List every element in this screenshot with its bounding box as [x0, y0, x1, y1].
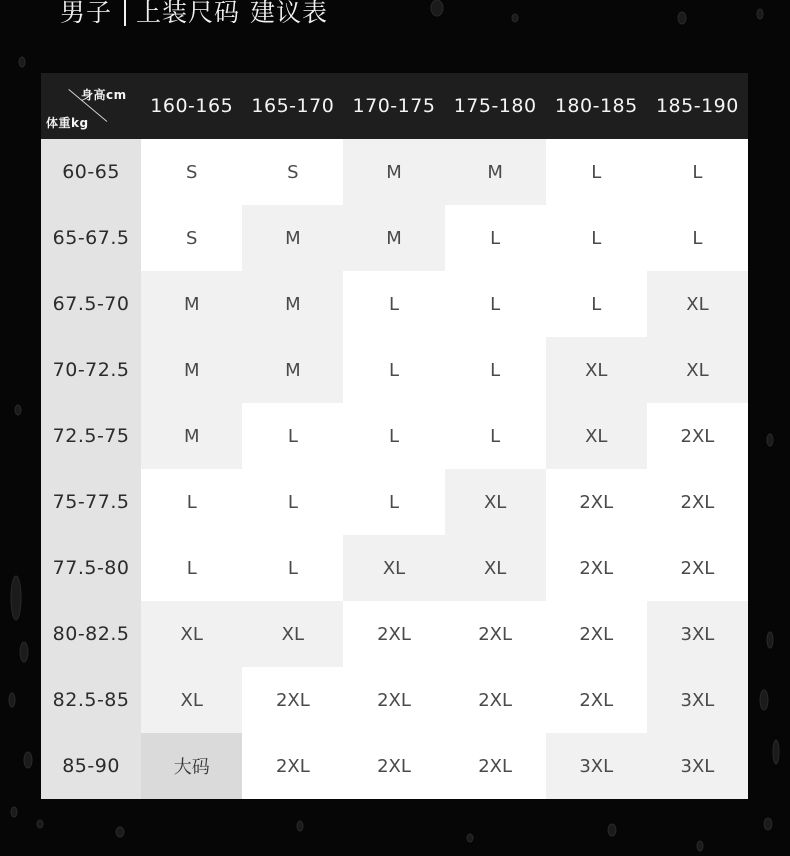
corner-header [41, 73, 141, 139]
height-column-header: 180-185 [554, 95, 638, 117]
weight-row-header: 75-77.5 [41, 469, 141, 535]
size-cell: 2XL [546, 667, 647, 733]
table-row [41, 271, 748, 337]
weight-row-header: 80-82.5 [41, 601, 141, 667]
size-cell: L [546, 139, 647, 205]
size-cell: M [141, 271, 242, 337]
title-divider [124, 0, 126, 26]
page-title [60, 0, 328, 32]
weight-row-header: 60-65 [41, 139, 141, 205]
size-chart-table [41, 73, 748, 799]
table-row [41, 139, 748, 205]
size-cell: 2XL [647, 403, 748, 469]
size-cell: 2XL [242, 667, 343, 733]
size-cell: 2XL [343, 733, 444, 799]
height-column-header: 170-175 [352, 95, 436, 117]
size-cell: L [445, 205, 546, 271]
size-cell: M [343, 139, 444, 205]
table-row [41, 403, 748, 469]
size-cell: L [647, 205, 748, 271]
table-row [41, 205, 748, 271]
size-cell: L [445, 271, 546, 337]
size-cell: XL [242, 601, 343, 667]
size-cell: XL [647, 337, 748, 403]
table-row [41, 337, 748, 403]
size-cell: L [242, 469, 343, 535]
size-cell: 3XL [647, 601, 748, 667]
size-cell: XL [445, 469, 546, 535]
size-cell: 2XL [647, 469, 748, 535]
size-cell: L [546, 271, 647, 337]
size-cell: 3XL [647, 733, 748, 799]
size-cell: 2XL [546, 601, 647, 667]
size-cell: S [141, 205, 242, 271]
size-cell: 2XL [445, 601, 546, 667]
size-cell: L [141, 535, 242, 601]
title-suffix: 建议表 [250, 0, 329, 27]
size-cell: XL [141, 601, 242, 667]
size-cell: M [343, 205, 444, 271]
size-cell: M [141, 337, 242, 403]
size-cell: 2XL [242, 733, 343, 799]
size-cell: L [445, 403, 546, 469]
size-cell: M [242, 205, 343, 271]
weight-row-header: 70-72.5 [41, 337, 141, 403]
table-row [41, 535, 748, 601]
height-column-header: 165-170 [251, 95, 335, 117]
size-cell: L [546, 205, 647, 271]
size-cell: 3XL [647, 667, 748, 733]
table-row [41, 733, 748, 799]
size-cell: XL [141, 667, 242, 733]
height-column-header: 185-190 [655, 95, 739, 117]
weight-row-header: 77.5-80 [41, 535, 141, 601]
height-axis-label: 身高cm [81, 88, 127, 102]
size-cell: M [445, 139, 546, 205]
header-row [41, 73, 748, 139]
weight-axis-label: 体重kg [46, 116, 89, 130]
size-cell: 2XL [546, 535, 647, 601]
weight-row-header: 85-90 [41, 733, 141, 799]
size-cell: L [647, 139, 748, 205]
size-cell: L [343, 469, 444, 535]
size-cell: M [141, 403, 242, 469]
weight-row-header: 82.5-85 [41, 667, 141, 733]
title-gender: 男子 [60, 0, 113, 27]
size-cell: M [242, 337, 343, 403]
size-cell: L [445, 337, 546, 403]
size-cell: 大码 [141, 733, 242, 799]
height-column-header: 160-165 [150, 95, 234, 117]
size-cell: S [242, 139, 343, 205]
size-cell: XL [343, 535, 444, 601]
size-cell: 2XL [343, 601, 444, 667]
height-column-header: 175-180 [453, 95, 537, 117]
table-row [41, 601, 748, 667]
size-cell: L [242, 403, 343, 469]
size-cell: 2XL [445, 667, 546, 733]
size-cell: XL [445, 535, 546, 601]
size-cell: XL [647, 271, 748, 337]
size-cell: L [343, 271, 444, 337]
size-cell: XL [546, 403, 647, 469]
size-cell: 2XL [546, 469, 647, 535]
weight-row-header: 67.5-70 [41, 271, 141, 337]
size-cell: S [141, 139, 242, 205]
size-cell: 2XL [445, 733, 546, 799]
size-cell: L [343, 337, 444, 403]
size-cell: L [343, 403, 444, 469]
size-cell: 2XL [647, 535, 748, 601]
table-row [41, 469, 748, 535]
weight-row-header: 65-67.5 [41, 205, 141, 271]
size-cell: L [242, 535, 343, 601]
title-category: 上装尺码 [136, 0, 241, 27]
size-cell: L [141, 469, 242, 535]
table-row [41, 667, 748, 733]
size-cell: 2XL [343, 667, 444, 733]
size-cell: 3XL [546, 733, 647, 799]
size-cell: XL [546, 337, 647, 403]
size-cell: M [242, 271, 343, 337]
weight-row-header: 72.5-75 [41, 403, 141, 469]
